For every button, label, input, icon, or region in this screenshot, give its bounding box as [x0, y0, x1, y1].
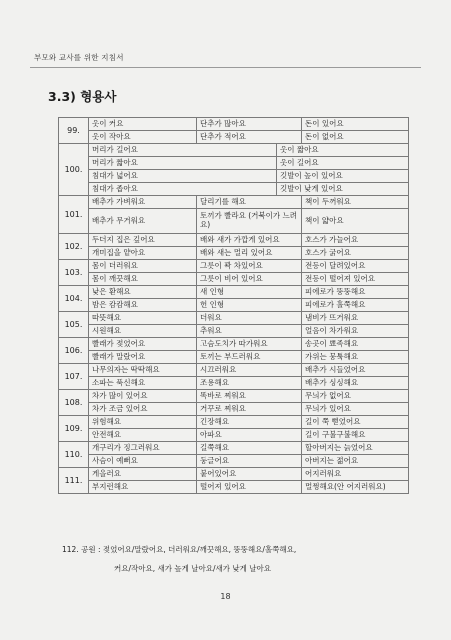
table-row — [59, 183, 409, 196]
table-cell: 침대가 좁아요 — [89, 183, 277, 196]
table-row — [59, 390, 409, 403]
table-row — [59, 196, 409, 209]
item-number: 106. — [59, 338, 89, 364]
section-title: 3.3) 형용사 — [48, 89, 117, 104]
table-cell: 조용해요 — [197, 377, 302, 390]
table-cell: 긴장해요 — [197, 416, 302, 429]
table-row — [59, 157, 409, 170]
table-row — [59, 468, 409, 481]
table-cell: 빨래가 말랐어요 — [89, 351, 197, 364]
table-cell: 책이 두꺼워요 — [302, 196, 409, 209]
table-cell: 부지런해요 — [89, 481, 197, 494]
table-cell: 배추가 무거워요 — [89, 209, 197, 234]
table-row — [59, 455, 409, 468]
table-row — [59, 481, 409, 494]
table-cell: 소파는 푹신해요 — [89, 377, 197, 390]
table-row — [59, 118, 409, 131]
table-cell: 더워요 — [197, 312, 302, 325]
table-cell: 옷이 길어요 — [277, 157, 409, 170]
item-number: 111. — [59, 468, 89, 494]
item-number: 104. — [59, 286, 89, 312]
table-cell: 몸이 깨끗해요 — [89, 273, 197, 286]
table-cell: 낮은 환해요 — [89, 286, 197, 299]
table-row — [59, 286, 409, 299]
table-cell: 단추가 많아요 — [197, 118, 302, 131]
table-cell: 무늬가 없어요 — [302, 390, 409, 403]
table-cell: 시원해요 — [89, 325, 197, 338]
table-cell: 떨어져 있어요 — [197, 481, 302, 494]
note-line: 112. 공원 : 젖었어요/말랐어요, 더러워요/깨끗해요, 뚱뚱해요/홀쭉해요, — [62, 545, 297, 554]
item-112-note — [62, 540, 296, 578]
table-cell: 가위는 뭉툭해요 — [302, 351, 409, 364]
table-cell: 그릇이 꽉 차있어요 — [197, 260, 302, 273]
table-cell: 배추가 시들었어요 — [302, 364, 409, 377]
table-cell: 책이 얇아요 — [302, 209, 409, 234]
table-cell: 단추가 적어요 — [197, 131, 302, 144]
table-row — [59, 260, 409, 273]
table-cell: 배와 새가 가깝게 있어요 — [197, 234, 302, 247]
table-row — [59, 351, 409, 364]
table-cell: 멀쩡해요(안 어지러워요) — [302, 481, 409, 494]
table-row — [59, 247, 409, 260]
table-cell: 피에로가 뚱뚱해요 — [302, 286, 409, 299]
table-cell: 나무의자는 딱딱해요 — [89, 364, 197, 377]
item-number: 105. — [59, 312, 89, 338]
header-divider — [30, 67, 421, 68]
table-cell: 토끼가 빨라요 (거북이가 느려요) — [197, 209, 302, 234]
table-cell: 길이 구불구불해요 — [302, 429, 409, 442]
table-cell: 피에로가 홀쭉해요 — [302, 299, 409, 312]
table-row — [59, 403, 409, 416]
table-cell: 토끼는 부드러워요 — [197, 351, 302, 364]
table-cell: 깃발이 높이 있어요 — [277, 170, 409, 183]
table-cell: 밤은 캄캄해요 — [89, 299, 197, 312]
item-number: 110. — [59, 442, 89, 468]
table-cell: 고슴도치가 따가워요 — [197, 338, 302, 351]
table-cell: 따뜻해요 — [89, 312, 197, 325]
table-cell: 두더지 집은 깊어요 — [89, 234, 197, 247]
table-cell: 돈이 없어요 — [302, 131, 409, 144]
table-cell: 무늬가 있어요 — [302, 403, 409, 416]
table-cell: 전등이 떨어져 있어요 — [302, 273, 409, 286]
table-cell: 아파요 — [197, 429, 302, 442]
table-cell: 냄비가 뜨거워요 — [302, 312, 409, 325]
table-cell: 추워요 — [197, 325, 302, 338]
table-cell: 개구리가 징그러워요 — [89, 442, 197, 455]
table-cell: 머리가 짧아요 — [89, 157, 277, 170]
table-cell: 배와 새는 멀리 있어요 — [197, 247, 302, 260]
table-row — [59, 131, 409, 144]
table-cell: 둥글어요 — [197, 455, 302, 468]
table-row — [59, 299, 409, 312]
table-cell: 길쭉해요 — [197, 442, 302, 455]
table-cell: 사슴이 예뻐요 — [89, 455, 197, 468]
item-number: 108. — [59, 390, 89, 416]
table-row — [59, 273, 409, 286]
table-cell: 시끄러워요 — [197, 364, 302, 377]
table-row — [59, 338, 409, 351]
table-cell: 달리기를 해요 — [197, 196, 302, 209]
table-cell: 옷이 짧아요 — [277, 144, 409, 157]
table-cell: 어지러워요 — [302, 468, 409, 481]
table-row — [59, 209, 409, 234]
table-cell: 침대가 넓어요 — [89, 170, 277, 183]
table-cell: 할아버지는 늙었어요 — [302, 442, 409, 455]
table-row — [59, 416, 409, 429]
running-header: 부모와 교사를 위한 지침서 — [34, 53, 124, 62]
table-row — [59, 364, 409, 377]
table-cell: 차가 많이 있어요 — [89, 390, 197, 403]
item-number: 107. — [59, 364, 89, 390]
table-cell: 차가 조금 있어요 — [89, 403, 197, 416]
table-row — [59, 429, 409, 442]
note-line: 커요/작아요, 새가 높게 날아요/새가 낮게 날아요 — [114, 564, 272, 573]
table-cell: 옷이 작아요 — [89, 131, 197, 144]
item-number: 99. — [59, 118, 89, 144]
table-row — [59, 325, 409, 338]
table-row — [59, 144, 409, 157]
table-cell: 거꾸로 찌워요 — [197, 403, 302, 416]
table-cell: 위험해요 — [89, 416, 197, 429]
table-cell: 배추가 가벼워요 — [89, 196, 197, 209]
table-cell: 똑바로 찌워요 — [197, 390, 302, 403]
table-row — [59, 170, 409, 183]
item-number: 102. — [59, 234, 89, 260]
item-number: 101. — [59, 196, 89, 234]
table-cell: 붙어있어요 — [197, 468, 302, 481]
table-cell: 안전해요 — [89, 429, 197, 442]
table-row — [59, 442, 409, 455]
table-cell: 빨래가 젖었어요 — [89, 338, 197, 351]
table-cell: 헌 인형 — [197, 299, 302, 312]
table-cell: 송곳이 뾰족해요 — [302, 338, 409, 351]
adjective-vocabulary-table — [58, 117, 409, 494]
table-cell: 게을러요 — [89, 468, 197, 481]
table-cell: 몸이 더러워요 — [89, 260, 197, 273]
table-cell: 머리가 길어요 — [89, 144, 277, 157]
table-cell: 전등이 달려있어요 — [302, 260, 409, 273]
table-cell: 길이 쭉 뻗었어요 — [302, 416, 409, 429]
table-cell: 아버지는 젊어요 — [302, 455, 409, 468]
table-row — [59, 377, 409, 390]
table-row — [59, 312, 409, 325]
item-number: 103. — [59, 260, 89, 286]
item-number: 109. — [59, 416, 89, 442]
page-number: 18 — [220, 592, 231, 601]
table-cell: 깃발이 낮게 있어요 — [277, 183, 409, 196]
table-cell: 새 인형 — [197, 286, 302, 299]
table-cell: 돈이 있어요 — [302, 118, 409, 131]
table-row — [59, 234, 409, 247]
item-number: 100. — [59, 144, 89, 196]
table-cell: 그릇이 비어 있어요 — [197, 273, 302, 286]
table-cell: 호스가 굵어요 — [302, 247, 409, 260]
table-cell: 배추가 싱싱해요 — [302, 377, 409, 390]
table-cell: 얼음이 차가워요 — [302, 325, 409, 338]
table-cell: 개미집을 얕아요 — [89, 247, 197, 260]
table-cell: 옷이 커요 — [89, 118, 197, 131]
table-cell: 호스가 가늘어요 — [302, 234, 409, 247]
